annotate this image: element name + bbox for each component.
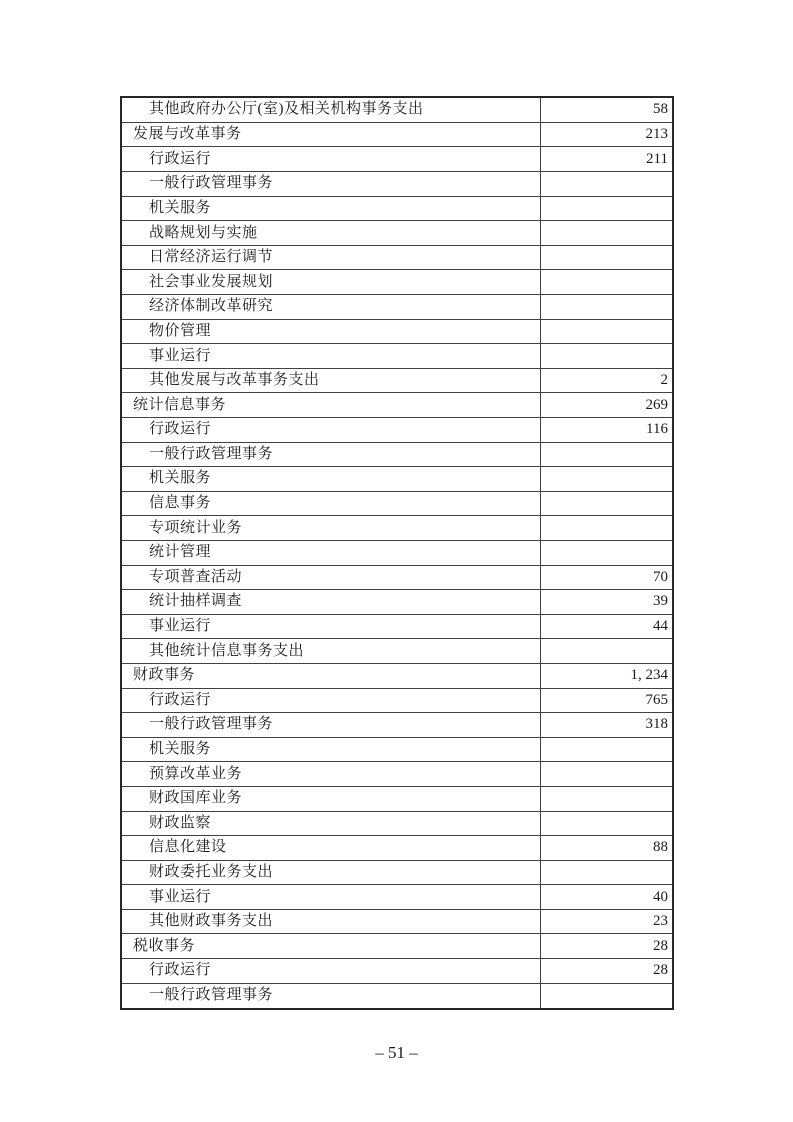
row-amount-value [540, 442, 673, 467]
row-amount-value [540, 639, 673, 664]
table-row [121, 221, 673, 246]
table-row [121, 590, 673, 615]
row-item-label: 其他统计信息事务支出 [121, 639, 540, 664]
table-row [121, 983, 673, 1009]
row-item-label: 事业运行 [121, 614, 540, 639]
table-row [121, 319, 673, 344]
table-row [121, 909, 673, 934]
row-amount-value [540, 221, 673, 246]
table-row [121, 122, 673, 147]
table-row [121, 97, 673, 122]
row-amount-value [540, 491, 673, 516]
row-item-label: 一般行政管理事务 [121, 983, 540, 1009]
row-item-label: 行政运行 [121, 959, 540, 984]
row-amount-value [540, 737, 673, 762]
row-amount-value: 44 [540, 614, 673, 639]
row-item-label: 其他财政事务支出 [121, 909, 540, 934]
row-amount-value: 1, 234 [540, 663, 673, 688]
row-item-label: 经济体制改革研究 [121, 295, 540, 320]
row-item-label: 战略规划与实施 [121, 221, 540, 246]
row-item-label: 统计管理 [121, 540, 540, 565]
row-amount-value: 2 [540, 368, 673, 393]
table-row [121, 786, 673, 811]
budget-table [120, 96, 674, 1010]
row-amount-value [540, 196, 673, 221]
row-amount-value [540, 319, 673, 344]
row-amount-value: 765 [540, 688, 673, 713]
row-item-label: 一般行政管理事务 [121, 713, 540, 738]
row-amount-value [540, 811, 673, 836]
row-item-label: 机关服务 [121, 467, 540, 492]
table-row [121, 196, 673, 221]
row-amount-value: 28 [540, 934, 673, 959]
table-row [121, 614, 673, 639]
row-item-label: 财政事务 [121, 663, 540, 688]
table-row [121, 491, 673, 516]
budget-table-body [121, 97, 673, 1009]
row-amount-value: 211 [540, 147, 673, 172]
row-amount-value [540, 983, 673, 1009]
table-row [121, 295, 673, 320]
table-row [121, 442, 673, 467]
table-row [121, 885, 673, 910]
row-amount-value [540, 270, 673, 295]
row-item-label: 其他政府办公厅(室)及相关机构事务支出 [121, 97, 540, 122]
row-amount-value: 28 [540, 959, 673, 984]
row-amount-value: 39 [540, 590, 673, 615]
row-item-label: 社会事业发展规划 [121, 270, 540, 295]
table-row [121, 147, 673, 172]
row-amount-value [540, 786, 673, 811]
table-row [121, 245, 673, 270]
row-item-label: 物价管理 [121, 319, 540, 344]
row-amount-value: 40 [540, 885, 673, 910]
table-row [121, 860, 673, 885]
table-row [121, 737, 673, 762]
row-item-label: 统计抽样调查 [121, 590, 540, 615]
row-amount-value [540, 172, 673, 197]
row-item-label: 信息化建设 [121, 836, 540, 861]
row-item-label: 统计信息事务 [121, 393, 540, 418]
row-item-label: 财政监察 [121, 811, 540, 836]
row-item-label: 财政国库业务 [121, 786, 540, 811]
row-amount-value: 318 [540, 713, 673, 738]
row-amount-value [540, 860, 673, 885]
table-row [121, 467, 673, 492]
row-item-label: 行政运行 [121, 418, 540, 443]
table-row [121, 713, 673, 738]
row-amount-value [540, 344, 673, 369]
table-row [121, 959, 673, 984]
row-item-label: 行政运行 [121, 147, 540, 172]
row-item-label: 一般行政管理事务 [121, 172, 540, 197]
table-row [121, 270, 673, 295]
row-item-label: 一般行政管理事务 [121, 442, 540, 467]
row-item-label: 财政委托业务支出 [121, 860, 540, 885]
row-item-label: 事业运行 [121, 344, 540, 369]
row-amount-value: 269 [540, 393, 673, 418]
table-row [121, 565, 673, 590]
row-amount-value: 70 [540, 565, 673, 590]
table-row [121, 418, 673, 443]
row-amount-value: 213 [540, 122, 673, 147]
table-row [121, 639, 673, 664]
table-row [121, 934, 673, 959]
table-row [121, 688, 673, 713]
row-item-label: 日常经济运行调节 [121, 245, 540, 270]
row-item-label: 税收事务 [121, 934, 540, 959]
table-row [121, 172, 673, 197]
row-amount-value: 88 [540, 836, 673, 861]
row-item-label: 专项普查活动 [121, 565, 540, 590]
row-item-label: 事业运行 [121, 885, 540, 910]
row-amount-value [540, 516, 673, 541]
row-item-label: 机关服务 [121, 737, 540, 762]
table-row [121, 368, 673, 393]
row-item-label: 专项统计业务 [121, 516, 540, 541]
table-row [121, 540, 673, 565]
table-row [121, 393, 673, 418]
table-row [121, 516, 673, 541]
row-amount-value [540, 762, 673, 787]
table-row [121, 762, 673, 787]
row-item-label: 行政运行 [121, 688, 540, 713]
table-row [121, 836, 673, 861]
row-item-label: 其他发展与改革事务支出 [121, 368, 540, 393]
table-row [121, 344, 673, 369]
page-number: – 51 – [375, 1043, 418, 1062]
row-amount-value: 116 [540, 418, 673, 443]
row-amount-value [540, 467, 673, 492]
row-amount-value: 58 [540, 97, 673, 122]
table-row [121, 811, 673, 836]
row-amount-value [540, 540, 673, 565]
row-item-label: 发展与改革事务 [121, 122, 540, 147]
table-row [121, 663, 673, 688]
row-amount-value [540, 245, 673, 270]
row-amount-value: 23 [540, 909, 673, 934]
row-item-label: 预算改革业务 [121, 762, 540, 787]
row-item-label: 信息事务 [121, 491, 540, 516]
row-amount-value [540, 295, 673, 320]
row-item-label: 机关服务 [121, 196, 540, 221]
